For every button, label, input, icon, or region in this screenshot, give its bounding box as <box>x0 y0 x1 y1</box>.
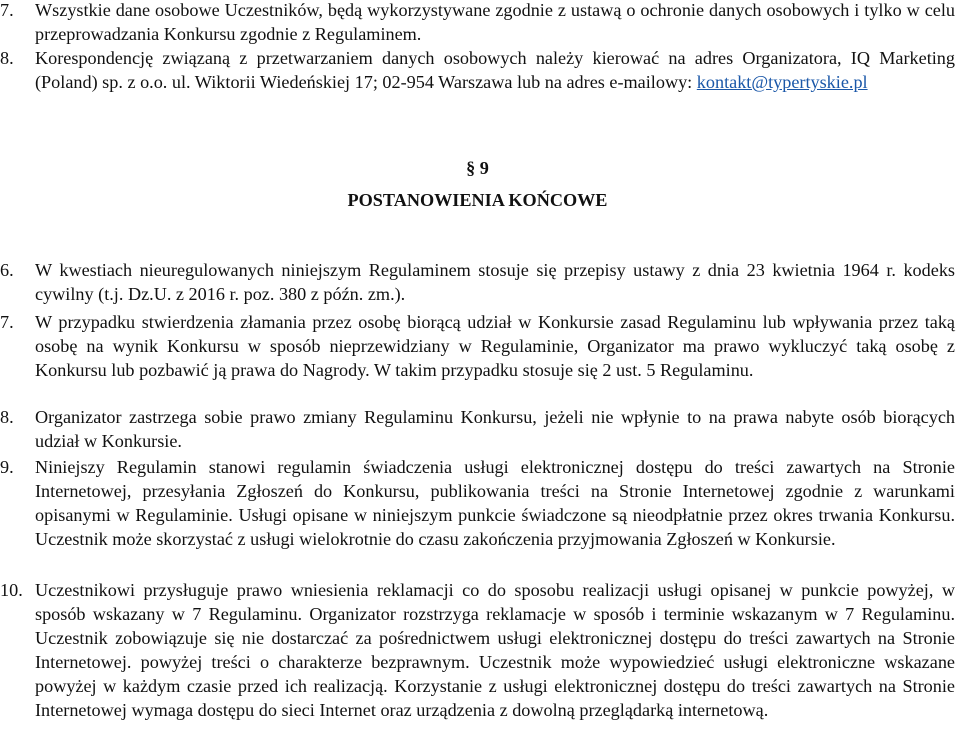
list-item-7-top <box>0 0 955 46</box>
list-item-8 <box>0 405 955 453</box>
item-number: 8. <box>0 48 14 68</box>
item-number: 9. <box>0 457 14 477</box>
list-item-10 <box>0 578 955 722</box>
item-number: 8. <box>0 407 14 427</box>
item-text-before-email: Korespondencję związaną z przetwarzaniem danych osobowych należy kierować na adres Organizatora, IQ Marketing (Poland) sp. z o.o. ul. Wiktorii Wiedeńskiej 17; 02-954 Warszawa lub na adres e-mailowy: <box>35 48 955 92</box>
item-number: 10. <box>0 580 23 600</box>
item-text <box>35 46 955 94</box>
list-item-7 <box>0 310 955 382</box>
item-text: Uczestnikowi przysługuje prawo wniesienia reklamacji co do sposobu realizacji usługi opisanej w punkcie powyżej, w sposób wskazany w 7 Regulaminu. Organizator rozstrzyga reklamacje w sposób i terminie wskazanym w 7 Regulaminu. Uczestnik zobowiązuje się nie dostarczać za pośrednictwem usługi elektronicznej dostępu do treści zawartych na Stronie Internetowej. powyżej treści o charakterze bezprawnym. Uczestnik może wypowiedzieć usługi elektroniczne wskazane powyżej w każdym czasie przed ich realizacją. Korzystanie z usługi elektronicznej dostępu do treści zawartych na Stronie Internetowej wymaga dostępu do sieci Internet oraz urządzenia z dowolną przeglądarką internetową. <box>35 580 955 720</box>
item-text: Organizator zastrzega sobie prawo zmiany Regulaminu Konkursu, jeżeli nie wpłynie to na prawa nabyte osób biorących udział w Konkursie. <box>35 407 955 451</box>
item-text: Niniejszy Regulamin stanowi regulamin świadczenia usługi elektronicznej dostępu do treści zawartych na Stronie Internetowej, przesyłania Zgłoszeń do Konkursu, publikowania treści na Stronie Internetowej zgodnie z warunkami opisanymi w Regulaminie. Usługi opisane w niniejszym punkcie świadczone są nieodpłatnie przez okres trwania Konkursu. Uczestnik może skorzystać z usługi wielokrotnie do czasu zakończenia przyjmowania Zgłoszeń w Konkursie. <box>35 457 955 549</box>
item-text: W kwestiach nieuregulowanych niniejszym Regulaminem stosuje się przepisy ustawy z dnia 23 kwietnia 1964 r. kodeks cywilny (t.j. Dz.U. z 2016 r. poz. 380 z późn. zm.). <box>35 260 955 304</box>
item-number: 7. <box>0 0 14 20</box>
list-item-9 <box>0 455 955 551</box>
item-text: W przypadku stwierdzenia złamania przez osobę biorącą udział w Konkursie zasad Regulaminu lub wpływania przez taką osobę na wynik Konkursu w sposób nieprzewidziany w Regulaminie, Organizator ma prawo wykluczyć taką osobę z Konkursu lub pozbawić ją prawa do Nagrody. W takim przypadku stosuje się 2 ust. 5 Regulaminu. <box>35 312 955 380</box>
section-symbol: § 9 <box>466 158 489 178</box>
list-item-6 <box>0 258 955 306</box>
item-number: 7. <box>0 312 14 332</box>
section-title: POSTANOWIENIA KOŃCOWE <box>347 190 608 210</box>
item-text: Wszystkie dane osobowe Uczestników, będą wykorzystywane zgodnie z ustawą o ochronie danych osobowych i tylko w celu przeprowadzania Konkursu zgodnie z Regulaminem. <box>35 0 955 44</box>
email-link[interactable]: kontakt@typertyskie.pl <box>696 72 868 92</box>
list-item-8-top <box>0 46 955 94</box>
item-number: 6. <box>0 260 14 280</box>
